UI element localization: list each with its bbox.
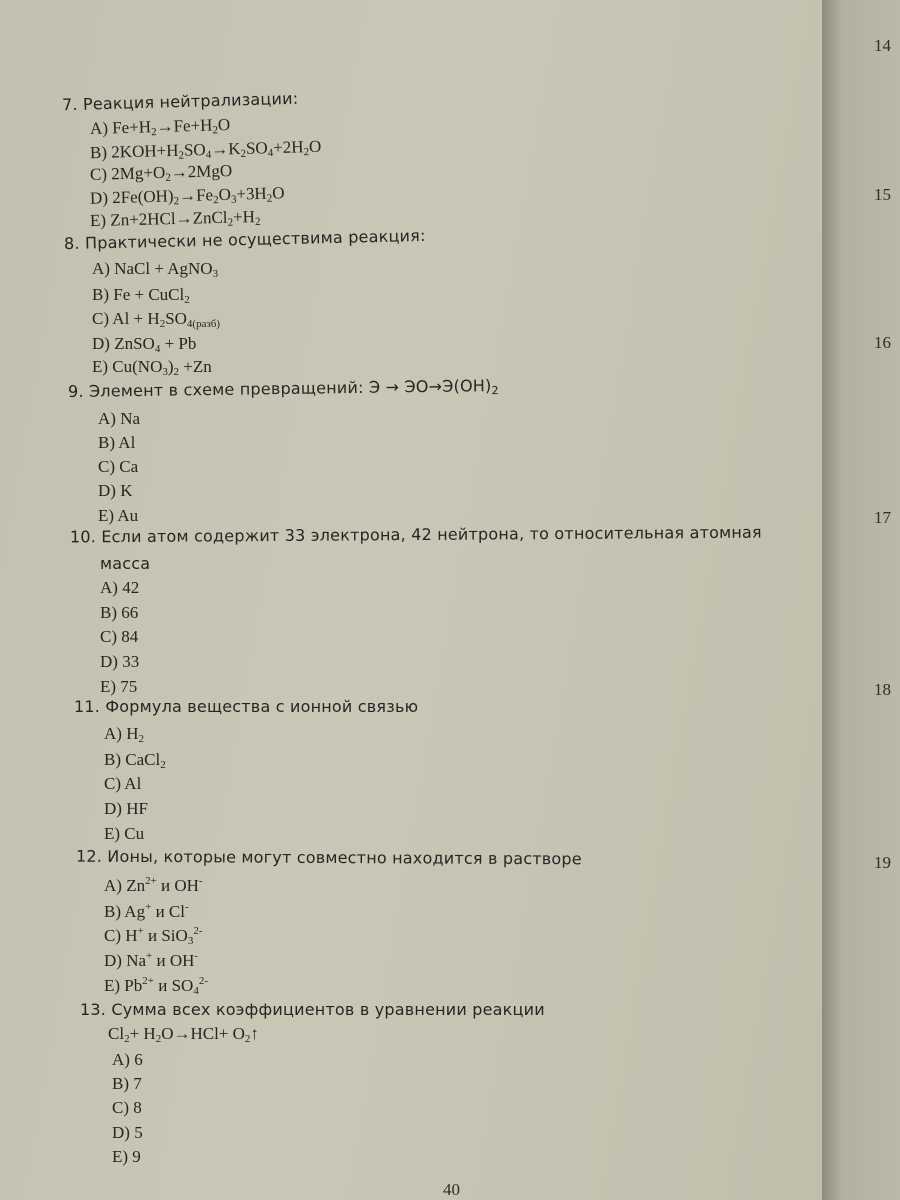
answer-option: C) $2Mg+O_2\to 2MgO$: [89, 161, 233, 184]
answer-option: A) $H_2$: [104, 724, 144, 745]
answer-option: A) $Zn^{2+}$ и OH-: [104, 875, 203, 895]
answer-option: A) NaCl + AgNO$_3$: [92, 259, 219, 280]
answer-option: B) 66: [100, 603, 139, 622]
answer-option: C) H+ и SiO$_3^{2-}$: [104, 925, 203, 947]
side-number: 16: [874, 333, 891, 352]
answer-option: E) $Pb^{2+}$ и $SO_4^{2-}$: [104, 975, 208, 997]
answer-option: D) 33: [100, 652, 140, 671]
side-number: 14: [874, 36, 891, 55]
answer-option: E) $Zn+2HCl\to ZnCl_2+H_2$: [89, 207, 261, 231]
answer-option: E) 75: [100, 677, 138, 696]
question-title: 7. Реакция нейтрализации:: [61, 88, 299, 115]
question-title-continuation: масса: [100, 554, 151, 573]
answer-option: B) 7: [112, 1074, 142, 1093]
reaction-equation: $Cl_2+ H_2O\to HCl+$ $O_2↑$: [108, 1024, 259, 1045]
question-title: 11. Формула вещества с ионной связью: [74, 697, 419, 716]
question-title: 9. Элемент в схеме превращений: $Э \to ЭО\to Э(OH)_2$: [67, 376, 499, 402]
answer-option: A) $Fe+H_2\to Fe+H_2O$: [89, 115, 231, 139]
answer-option: D) $2Fe(OH)_2\to Fe_2O_3+3H_2O$: [89, 183, 285, 208]
side-number: 19: [874, 853, 891, 872]
answer-option: A) 6: [112, 1050, 143, 1069]
answer-option: B) Al: [98, 433, 136, 452]
answer-option: C) 84: [100, 627, 139, 646]
side-number: 17: [874, 508, 891, 527]
answer-option: C) Ca: [98, 457, 139, 476]
answer-option: A) 42: [100, 578, 140, 597]
answer-option: D) Na+ и OH-: [104, 950, 199, 970]
answer-option: A) Na: [98, 409, 141, 428]
answer-option: D) 5: [112, 1123, 143, 1142]
question-title: 13. Сумма всех коэффициентов в уравнении реакции: [80, 1000, 545, 1019]
answer-option: E) $Cu(NO_3)_2 +Zn$: [92, 357, 212, 378]
answer-option: B) Ag+ и Cl-: [104, 901, 189, 921]
side-number: 18: [874, 680, 891, 699]
answer-option: C) $Al + H_2SO_{4(разб)}$: [92, 309, 221, 330]
side-number: 15: [874, 185, 891, 204]
adjacent-page-edge: [822, 0, 900, 1200]
page-number: 40: [443, 1180, 460, 1199]
answer-option: C) 8: [112, 1098, 142, 1117]
answer-option: D) ZnSO$_4$ + Pb: [92, 334, 197, 355]
answer-option: E) 9: [112, 1147, 141, 1166]
answer-option: B) Fe + CuCl$_2$: [92, 285, 190, 306]
answer-option: C) Al: [104, 774, 142, 793]
question-title: 12. Ионы, которые могут совместно находится в растворе: [75, 846, 582, 869]
question-title: 10. Если атом содержит 33 электрона, 42 нейтрона, то относительная атомная: [69, 522, 762, 547]
answer-option: D) HF: [104, 799, 148, 818]
answer-option: E) Cu: [104, 824, 145, 843]
answer-option: B) CaCl$_2$: [104, 750, 166, 771]
answer-option: E) Au: [98, 506, 139, 525]
answer-option: D) K: [98, 481, 133, 500]
answer-option: B) $2KOH+H_2SO_4\to K_2SO_4+2H_2O$: [89, 136, 322, 163]
question-title: 8. Практически не осуществима реакция:: [63, 225, 426, 254]
